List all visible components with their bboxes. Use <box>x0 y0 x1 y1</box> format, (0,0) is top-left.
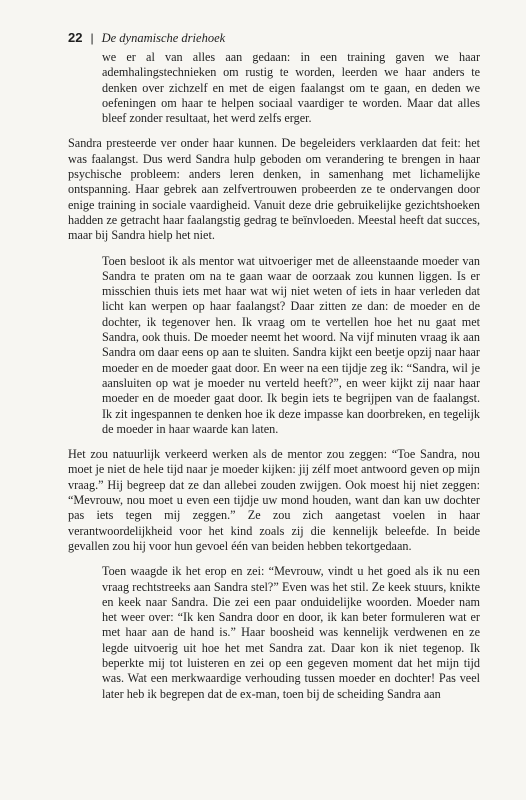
page-number: 22 <box>68 30 83 45</box>
paragraph-indented-3: Toen waagde ik het erop en zei: “Mevrouw, vindt u het goed als ik nu een vraag rechtstreeks aan Sandra stel?” Even was het stil. Ze keek stuurs, knikte en keek naar Sandra. Die zei een paar onduidelijke woorden. Moeder nam het weer over: “Ik ken Sandra door en door, ik kan beter formuleren wat er met haar aan de hand is.” Haar boosheid was kennelijk verdwenen en ze legde uitvoerig uit hoe het met Sandra zat. Daar kon ik niet tegenop. Ik beperkte mij tot luisteren en zei op een gegeven moment dat het mijn tijd was. Wat een merkwaardige verhouding tussen moeder en dochter! Pas veel later heb ik begrepen dat de ex-man, toen bij de scheiding Sandra aan <box>102 564 480 701</box>
paragraph-indented-1: we er al van alles aan gedaan: in een training gaven we haar ademhalingstechnieken om rustig te worden, leerden we haar anders te denken over zichzelf en met de eigen faalangst om te gaan, en deden we oefeningen om haar te helpen sociaal vaardiger te worden. Maar dat alles bleef zonder resultaat, het werd zelfs erger. <box>102 50 480 126</box>
paragraph-body-2: Het zou natuurlijk verkeerd werken als de mentor zou zeggen: “Toe Sandra, nou moet je niet de hele tijd naar je moeder kijken: jij zélf moet antwoord geven op mijn vraag.” Hij begreep dat ze dan allebei zouden zwijgen. Ook moest hij niet zeggen: “Mevrouw, nou moet u even een tijdje uw mond houden, want dan kan uw dochter pas iets tegen mij zeggen.” Ze zou zich aangetast voelen in haar verantwoordelijkheid voor het kind zoals zij die kennelijk beleefde. In beide gevallen zou hij voor hun gevoel één van beiden hebben tekortgedaan. <box>68 447 480 553</box>
page-header <box>68 30 225 46</box>
running-title: De dynamische driehoek <box>101 31 226 45</box>
header-separator: | <box>90 31 94 45</box>
paragraph-body-1: Sandra presteerde ver onder haar kunnen. De begeleiders verklaarden dat feit: het was faalangst. Dus werd Sandra hulp geboden om verandering te brengen in haar psychische probleem: anders leren denken, in samenhang met lichamelijke ontspanning. Haar gebrek aan zelfvertrouwen probeerden ze te ondervangen door enige training in sociale vaardigheid. Vanuit deze drie gebruikelijke gezichtshoeken hadden ze getracht haar faalangstig gedrag te beïnvloeden. Meestal heeft dat succes, maar bij Sandra hielp het niet. <box>68 136 480 243</box>
paragraph-indented-2: Toen besloot ik als mentor wat uitvoeriger met de alleenstaande moeder van Sandra te praten om na te gaan waar de oorzaak zou kunnen liggen. Is er misschien thuis iets met haar wat wij niet weten of iets in haar verleden dat licht kan werpen op haar faalangst? Daar zitten ze dan: de moeder en de dochter, ik tegenover hen. Ik vraag om te vertellen hoe het nu gaat met Sandra, ook thuis. De moeder neemt het woord. Na vijf minuten vraag ik aan Sandra om daar eens op aan te sluiten. Sandra kijkt een beetje opzij naar haar moeder en de moeder gaat door. En weer na een tijdje zeg ik: “Sandra, wil je aansluiten op wat je moeder nu verteld heeft?”, en weer kijkt zij naar haar moeder en de moeder gaat door. Ik begin iets te begrijpen van de faalangst. Ik zit ingespannen te denken hoe ik deze impasse kan doorbreken, en tegelijk de moeder in haar waarde kan laten. <box>102 253 480 436</box>
page-body <box>68 50 480 702</box>
